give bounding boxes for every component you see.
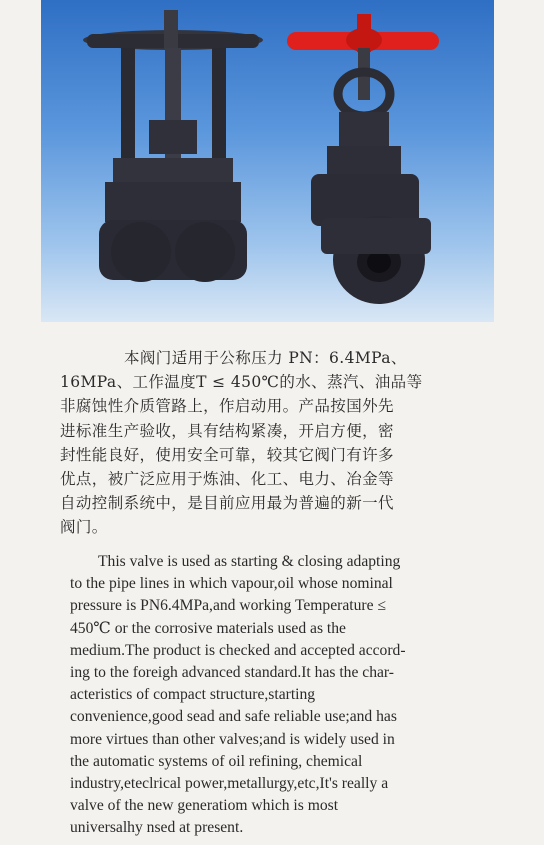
gate-valves-illustration — [41, 0, 494, 322]
english-line: 450℃ or the corrosive materials used as the — [70, 619, 346, 637]
english-description — [70, 551, 444, 840]
english-line: convenience,good sead and safe reliable use;and has — [70, 708, 397, 726]
english-line: acteristics of compact structure,starting — [70, 686, 316, 704]
english-line: ing to the foreigh advanced standard.It has the char- — [70, 664, 394, 682]
english-line: industry,eteclrical power,metallurgy,etc,It's really a — [70, 775, 389, 793]
left-valve — [83, 10, 263, 282]
english-line: pressure is PN6.4MPa,and working Temperature ≤ — [70, 597, 386, 615]
english-line: universalhy nsed at present. — [70, 819, 244, 837]
english-line: to the pipe lines in which vapour,oil whose nominal — [70, 575, 393, 593]
chinese-description — [60, 346, 456, 540]
chinese-line: 16MPa、工作温度T ≤ 450℃的水、蒸汽、油品等 — [60, 373, 423, 392]
english-line: This valve is used as starting & closing adapting — [98, 553, 401, 570]
product-photo — [41, 0, 494, 322]
chinese-line: 进标准生产验收，具有结构紧凑，开启方便，密 — [60, 421, 394, 440]
english-line: valve of the new generatiom which is most — [70, 797, 339, 815]
right-valve — [287, 14, 439, 304]
chinese-line: 阀门。 — [60, 518, 108, 537]
chinese-line: 自动控制系统中，是目前应用最为普遍的新一代 — [60, 494, 394, 513]
chinese-line: 优点，被广泛应用于炼油、化工、电力、冶金等 — [60, 470, 394, 489]
english-line: the automatic systems of oil refining, chemical — [70, 752, 363, 770]
english-line: more virtues than other valves;and is widely used in — [70, 730, 395, 748]
chinese-line: 封性能良好，使用安全可靠，较其它阀门有许多 — [60, 445, 394, 464]
chinese-line: 本阀门适用于公称压力 PN：6.4MPa、 — [124, 349, 407, 367]
chinese-line: 非腐蚀性介质管路上，作启动用。产品按国外先 — [60, 397, 394, 416]
english-line: medium.The product is checked and accepted accord- — [70, 641, 406, 659]
